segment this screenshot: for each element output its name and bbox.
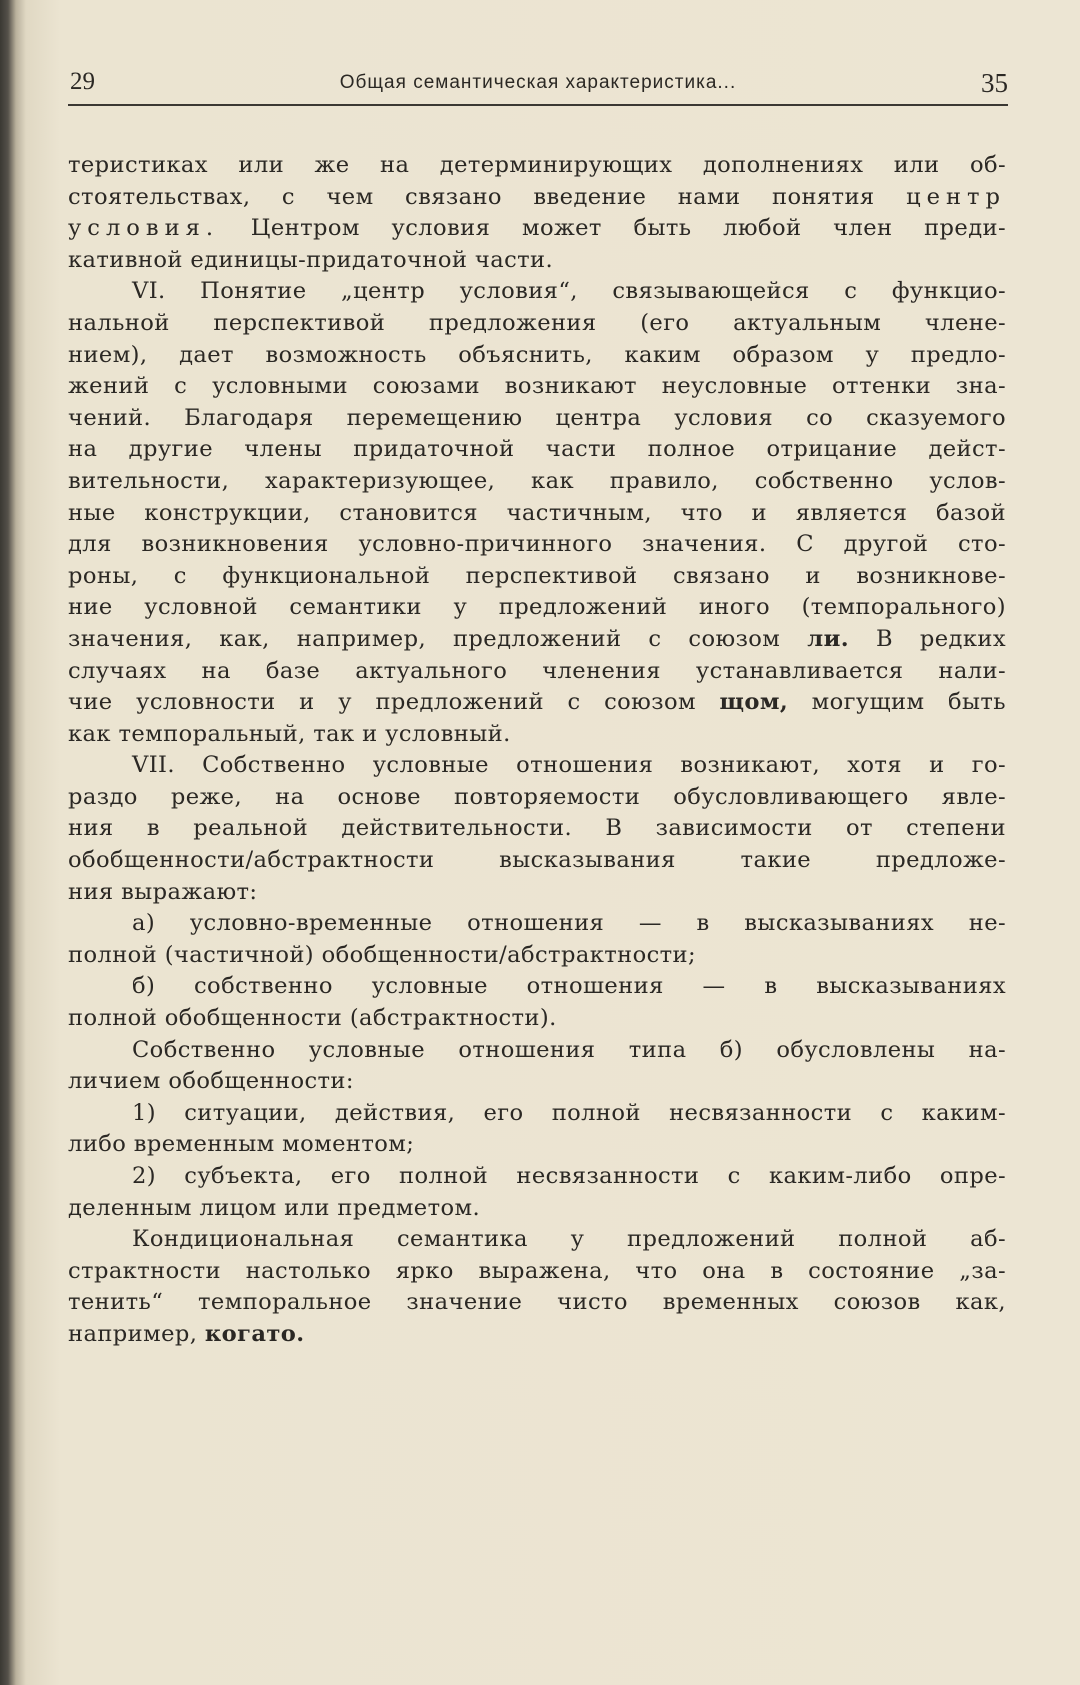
text-line	[68, 434, 1006, 466]
text-run: стоятельствах, с чем связано введение нами понятия	[68, 183, 907, 210]
text-line	[68, 782, 1006, 814]
text-run: полной обобщенности (абстрактности).	[68, 1005, 557, 1032]
text-line	[68, 466, 1006, 498]
text-line	[68, 971, 1006, 1003]
text-run: тенить“ темпоральное значение чисто временных союзов как,	[68, 1289, 1006, 1316]
text-line	[68, 403, 1006, 435]
text-run: теристиках или же на детерминирующих дополнениях или об-	[68, 152, 1006, 178]
text-line	[68, 371, 1006, 403]
text-line	[68, 656, 1006, 688]
page-number-left: 29	[70, 68, 95, 95]
text-run: либо временным моментом;	[68, 1131, 415, 1158]
text-run: ния выражают:	[68, 878, 258, 905]
text-run: обобщенности/абстрактности высказывания такие предложе-	[68, 847, 1006, 874]
text-line	[68, 1066, 1006, 1098]
text-line	[68, 1098, 1006, 1130]
text-line	[68, 1224, 1006, 1256]
text-run: Кондициональная семантика у предложений полной аб-	[132, 1226, 1006, 1253]
running-header	[68, 64, 1008, 106]
text-run: 2) субъекта, его полной несвязанности с каким-либо опре-	[132, 1163, 1006, 1189]
text-run: на другие члены придаточной части полное отрицание дейст-	[68, 436, 1006, 463]
text-run: для возникновения условно-причинного значения. С другой сто-	[68, 531, 1006, 558]
bold-term: щом,	[719, 689, 789, 716]
text-line	[68, 592, 1006, 624]
text-line	[68, 719, 1006, 751]
page-number-right: 35	[981, 68, 1008, 98]
text-run: VII. Собственно условные отношения возникают, хотя и го-	[132, 752, 1006, 779]
text-run: В редких	[849, 625, 1006, 652]
text-line	[68, 245, 1006, 277]
text-run: как темпоральный, так и условный.	[68, 720, 511, 747]
body-text	[68, 150, 1006, 1351]
text-run: кативной единицы-придаточной части.	[68, 246, 554, 273]
text-line	[68, 1161, 1006, 1193]
text-run: а) условно-временные отношения — в высказываниях не-	[132, 910, 1006, 937]
text-line	[68, 498, 1006, 530]
text-run: могущим быть	[788, 689, 1006, 716]
text-line	[68, 687, 1006, 719]
text-run: чений. Благодаря перемещению центра условия со сказуемого	[68, 404, 1006, 431]
text-line	[68, 750, 1006, 782]
text-run: ние условной семантики у предложений иного (темпорального)	[68, 594, 1006, 621]
text-line	[68, 624, 1006, 656]
text-line	[68, 1129, 1006, 1161]
text-line	[68, 529, 1006, 561]
text-run: например,	[68, 1320, 205, 1347]
text-line	[68, 150, 1006, 182]
text-run: чие условности и у предложений с союзом	[68, 689, 720, 716]
text-run: ния в реальной действительности. В зависимости от степени	[68, 815, 1006, 842]
text-run: VI. Понятие „центр условия“, связывающейся с функцио-	[132, 278, 1006, 305]
text-line	[68, 1035, 1006, 1067]
text-run: деленным лицом или предметом.	[68, 1194, 481, 1221]
bold-term: когато.	[204, 1320, 305, 1347]
text-run: 1) ситуации, действия, его полной несвязанности с каким-	[132, 1099, 1006, 1126]
text-line	[68, 1193, 1006, 1225]
text-line	[68, 1287, 1006, 1319]
text-line	[68, 276, 1006, 308]
text-line	[68, 213, 1006, 245]
spaced-term: условия.	[68, 215, 220, 242]
text-line	[68, 1003, 1006, 1035]
text-run: нальной перспективой предложения (его актуальным члене-	[68, 309, 1006, 336]
text-run: полной (частичной) обобщенности/абстрактности;	[68, 941, 697, 968]
text-line	[68, 1256, 1006, 1288]
text-line	[68, 182, 1006, 214]
text-line	[68, 308, 1006, 340]
text-line	[68, 1319, 1006, 1351]
text-run: раздо реже, на основе повторяемости обусловливающего явле-	[68, 783, 1006, 810]
bold-term: ли.	[807, 625, 849, 652]
text-line	[68, 908, 1006, 940]
text-line	[68, 845, 1006, 877]
running-title: Общая семантическая характеристика...	[339, 72, 737, 93]
text-run: б) собственно условные отношения — в высказываниях	[132, 973, 1006, 1000]
spaced-term: центр	[906, 183, 1006, 210]
text-run: нием), дает возможность объяснить, каким образом у предло-	[68, 341, 1006, 368]
text-line	[68, 877, 1006, 909]
text-run: вительности, характеризующее, как правило, собственно услов-	[68, 467, 1006, 494]
text-run: Собственно условные отношения типа б) обусловлены на-	[132, 1036, 1006, 1063]
text-run: случаях на базе актуального членения устанавливается нали-	[68, 657, 1006, 684]
text-line	[68, 813, 1006, 845]
text-run: Центром условия может быть любой член преди-	[219, 215, 1006, 242]
text-line	[68, 561, 1006, 593]
text-line	[68, 940, 1006, 972]
text-run: страктности настолько ярко выражена, что она в состояние „за-	[68, 1257, 1006, 1284]
text-run: значения, как, например, предложений с союзом	[68, 625, 808, 652]
text-run: личием обобщенности:	[68, 1068, 354, 1095]
text-run: роны, с функциональной перспективой связано и возникнове-	[68, 562, 1006, 589]
text-run: жений с условными союзами возникают неусловные оттенки зна-	[68, 373, 1006, 400]
text-run: ные конструкции, становится частичным, что и является базой	[68, 499, 1006, 526]
text-line	[68, 340, 1006, 372]
